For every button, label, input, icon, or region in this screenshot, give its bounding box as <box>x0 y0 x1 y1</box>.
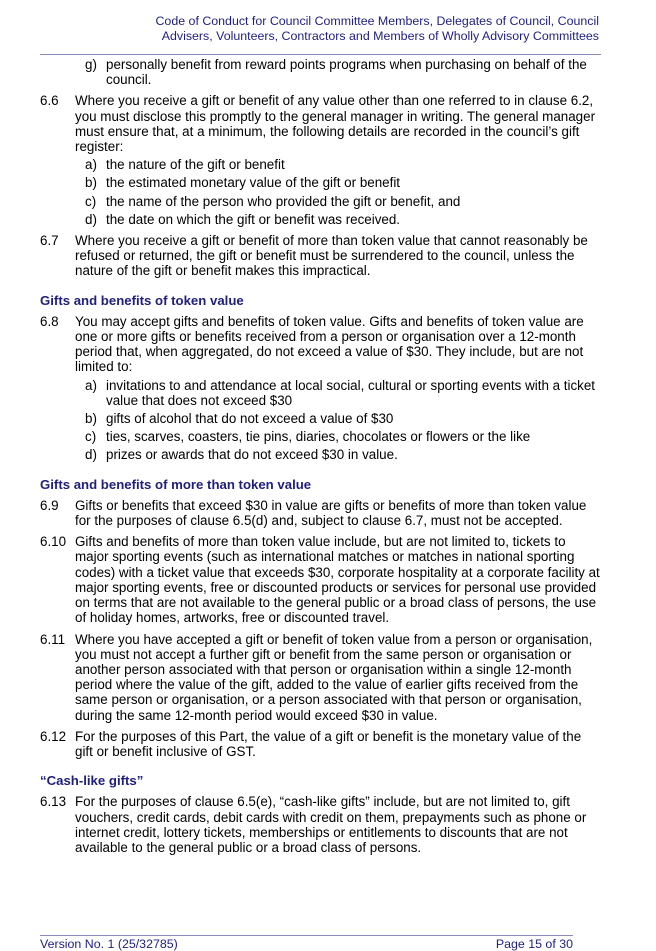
list-item: b) the estimated monetary value of the gift or benefit <box>85 175 401 191</box>
list-item: b) gifts of alcohol that do not exceed a value of $30 <box>85 411 394 427</box>
list-item: d) the date on which the gift or benefit was received. <box>85 211 401 227</box>
clause-6-12: 6.12 For the purposes of this Part, the value of a gift or benefit is the monetary value of the gift or benefit inclusive of GST. <box>40 728 582 759</box>
clause-6-9: 6.9 Gifts or benefits that exceed $30 in value are gifts or benefits of more than token value for the purposes of clause 6.5(d) and, subject to clause 6.7, must not be accepted. <box>40 497 587 529</box>
list-item: a) invitations to and attendance at local social, cultural or sporting events with a ticket value that does not exceed $30 <box>85 377 596 408</box>
footer-rule <box>40 935 573 936</box>
clause-6-13: 6.13 For the purposes of clause 6.5(e), “cash-like gifts” include, but are not limited to, gift vouchers, credit cards, debit cards with credit on them, prepayments such as phone or internet credit, lottery tickets, memberships or entitlements to discounts that are not available to the general public or a broad class of persons. <box>40 794 587 855</box>
list-item: a) the nature of the gift or benefit <box>85 157 285 173</box>
page-footer <box>40 937 573 951</box>
list-item: c) the name of the person who provided the gift or benefit, and <box>85 193 461 209</box>
section-heading: “Cash-like gifts” <box>40 773 144 789</box>
header-line-1: Code of Conduct for Council Committee Members, Delegates of Council, Council <box>155 14 599 28</box>
header-rule <box>40 54 601 55</box>
document-body <box>40 57 602 861</box>
section-heading: Gifts and benefits of token value <box>40 292 244 308</box>
section-heading: Gifts and benefits of more than token value <box>40 476 312 492</box>
clause-6-10: 6.10 Gifts and benefits of more than token value include, but are not limited to, tickets to major sporting events (such as international matches or matches in national sporting codes) with a ticket value that exceeds $30, corporate hospitality at a corporate facility at major sporting events, free or discounted products or services for personal use provided on terms that are not available to the general public or a broad class of persons, the use of holiday homes, artworks, free or discounted travel. <box>40 534 600 626</box>
page-number: Page 15 of 30 <box>495 937 573 951</box>
clause-6-7: 6.7 Where you receive a gift or benefit of more than token value that cannot reasonably be refused or returned, the gift or benefit must be surrendered to the council, unless the nature of the gift or benefit makes this impractical. <box>40 233 588 279</box>
clause-6-6: 6.6 Where you receive a gift or benefit of any value other than one referred to in clause 6.2, you must disclose this promptly to the general manager in writing. The general manager must ensure that, at a minimum, the following details are recorded in the council’s gift register: a) the nature of the gift or benefit b) the estimated monetary value of the gift or benefit c) the name of the person who provided the gift or benefit, and d) the date on which the gift or benefit was received. <box>40 93 602 227</box>
running-header <box>39 14 599 44</box>
clause-6-8: 6.8 You may accept gifts and benefits of token value. Gifts and benefits of token value are one or more gifts or benefits received from a person or organisation over a 12-month period that, when aggregated, do not exceed a value of $30. They include, but are not limited to: a) invitations to and attendance at local social, cultural or sporting events with a ticket value that does not exceed $30 b) gifts of alcohol that do not exceed a value of $30 c) ties, scarves, coasters, tie pins, diaries, chocolates or flowers or the like d) prizes or awards that do not exceed $30 in value. <box>40 314 602 463</box>
version-label: Version No. 1 (25/32785) <box>40 937 178 951</box>
clause-6-11: 6.11 Where you have accepted a gift or benefit of token value from a person or organisation, you must not accept a further gift or benefit from the same person or organisation or another person associated with that person or organisation within a single 12-month period where the value of the gift, added to the value of earlier gifts received from the same person or organisation, or a person associated with that person or organisation, during the same 12-month period would exceed $30 in value. <box>40 631 593 723</box>
list-item: g) personally benefit from reward points programs when purchasing on behalf of the council. <box>85 57 587 88</box>
list-item: d) prizes or awards that do not exceed $30 in value. <box>85 447 398 463</box>
header-line-2: Advisers, Volunteers, Contractors and Members of Wholly Advisory Committees <box>161 29 599 43</box>
list-item: c) ties, scarves, coasters, tie pins, diaries, chocolates or flowers or the like <box>85 429 531 445</box>
